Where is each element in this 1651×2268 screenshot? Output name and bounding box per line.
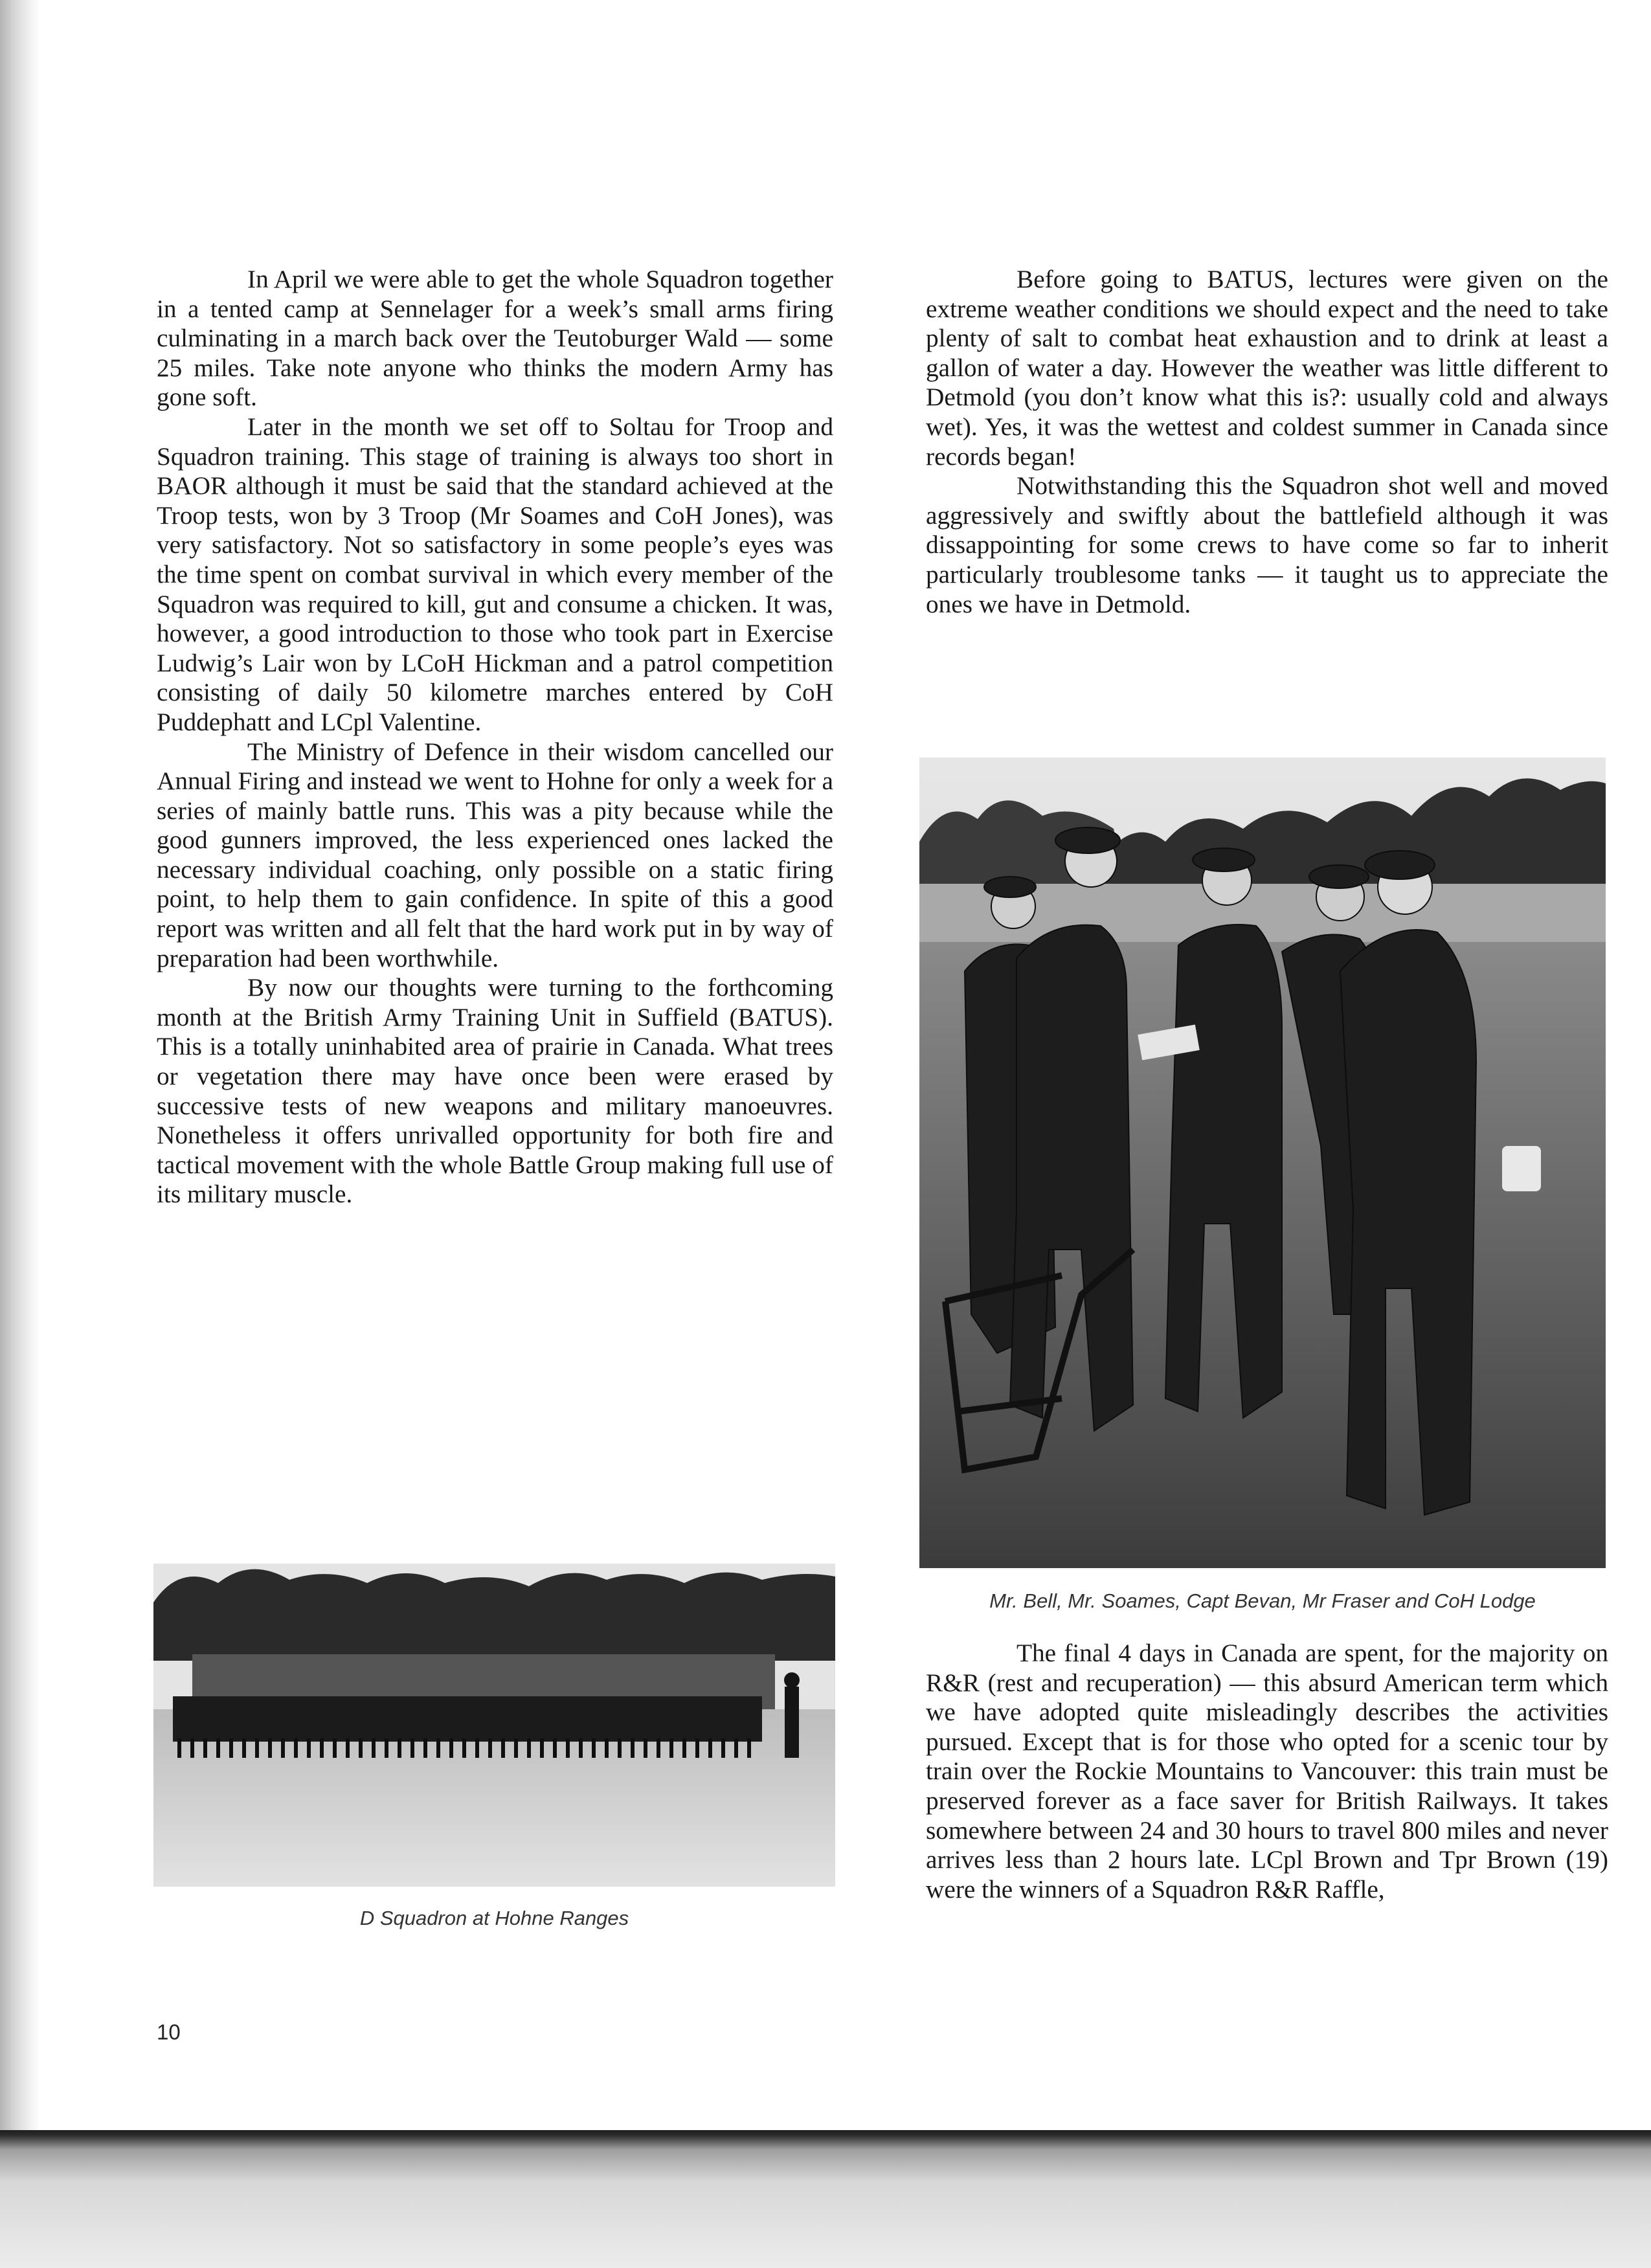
- left-column-text: [157, 265, 833, 1209]
- officers-photo-caption: Mr. Bell, Mr. Soames, Capt Bevan, Mr Fraser and CoH Lodge: [989, 1589, 1536, 1612]
- right-column-bottom-text: [926, 1639, 1608, 1904]
- paragraph-batus-intro: By now our thoughts were turning to the forthcoming month at the British Army Training Unit in Suffield (BATUS). This is a totally uninhabited area of prairie in Canada. What trees or vegetation there may have once been were erased by successive tests of new weapons and military manoeuvres. Nonetheless it offers unrivalled opportunity for both fire and tactical movement with the whole Battle Group making full use of its military muscle.: [157, 973, 833, 1209]
- paragraph-soltau: Later in the month we set off to Soltau for Troop and Squadron training. This stage of training is always too short in BAOR although it must be said that the standard achieved at the Troop tests, won by 3 Troop (Mr Soames and CoH Jones), was very satisfactory. Not so satisfactory in some people’s eyes was the time spent on combat survival in which every member of the Squadron was required to kill, gut and consume a chicken. It was, however, a good introduction to those who took part in Exercise Ludwig’s Lair won by LCoH Hickman and a patrol competition consisting of daily 50 kilometre marches entered by CoH Puddephatt and LCpl Valentine.: [157, 412, 833, 736]
- right-column-top-text: [926, 265, 1608, 619]
- paragraph-canada-r-and-r: The final 4 days in Canada are spent, for the majority on R&R (rest and recuperation) — this absurd American term which we have adopted quite misleadingly describes the activities pursued. Except that is for those who opted for a scenic tour by train over the Rockie Mountains to Vancouver: this train must be preserved forever as a face saver for British Railways. It takes somewhere between 24 and 30 hours to travel 800 miles and never arrives less than 2 hours late. LCpl Brown and Tpr Brown (19) were the winners of a Squadron R&R Raffle,: [926, 1639, 1608, 1903]
- page-binding-shadow: [0, 0, 40, 2268]
- paragraph-sennelager: In April we were able to get the whole Squadron together in a tented camp at Sennelager for a week’s small arms firing culminating in a march back over the Teutoburger Wald — some 25 miles. Take note anyone who thinks the modern Army has gone soft.: [157, 265, 833, 412]
- paragraph-battlefield: Notwithstanding this the Squadron shot well and moved aggressively and swiftly about the battlefield although it was dissappointing for some crews to have come so far to inherit particularly troublesome tanks — it taught us to appreciate the ones we have in Detmold.: [926, 471, 1608, 618]
- squadron-photo: [153, 1564, 835, 1887]
- officers-photo: [919, 758, 1606, 1568]
- page-bottom-shadow: [0, 2130, 1651, 2268]
- paragraph-weather: Before going to BATUS, lectures were given on the extreme weather conditions we should expect and the need to take plenty of salt to combat heat exhaustion and to drink at least a gallon of water a day. However the weather was little different to Detmold (you don’t know what this is?: usually cold and always wet). Yes, it was the wettest and coldest summer in Canada since records began!: [926, 265, 1608, 471]
- paragraph-hohne: The Ministry of Defence in their wisdom cancelled our Annual Firing and instead we went to Hohne for only a week for a series of mainly battle runs. This was a pity because while the good gunners improved, the less experienced ones lacked the necessary individual coaching, only possible on a static firing point, to help them to gain confidence. In spite of this a good report was written and all felt that the hard work put in by way of preparation had been worthwhile.: [157, 737, 833, 972]
- squadron-photo-caption: D Squadron at Hohne Ranges: [359, 1907, 629, 1929]
- page-number: 10: [157, 2020, 181, 2044]
